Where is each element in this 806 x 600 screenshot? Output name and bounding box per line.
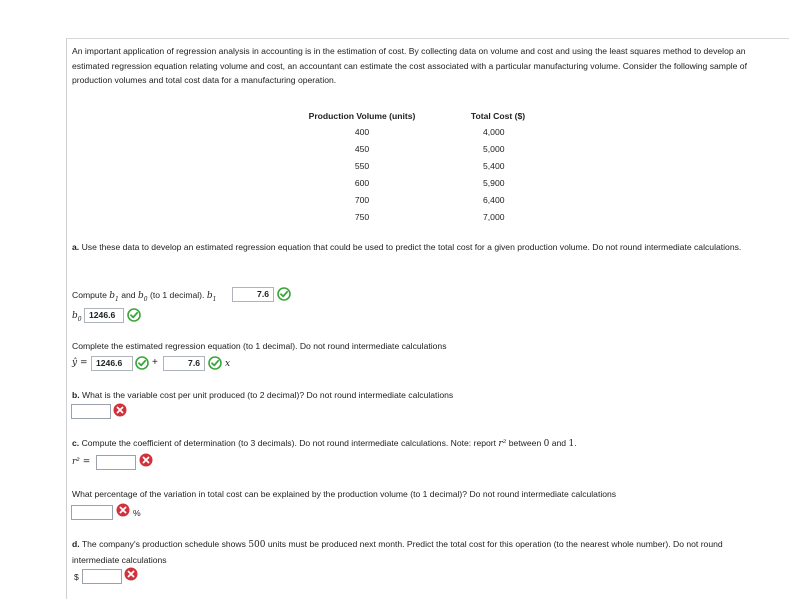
b1-symbol: b <box>109 291 116 301</box>
part-c-question <box>72 438 577 449</box>
period: . <box>574 438 577 448</box>
cost-cell: 6,400 <box>483 194 505 205</box>
variable-cost-incorrect-x-icon <box>113 403 127 417</box>
r2-incorrect-x-icon <box>139 453 153 467</box>
part-b-text: What is the variable cost per unit produced (to 2 decimal)? Do not round intermediate calculations <box>82 390 454 400</box>
table-row <box>296 140 568 157</box>
part-d-prefix: d. <box>72 539 80 549</box>
plus-sign: + <box>152 357 158 368</box>
part-a-text: Use these data to develop an estimated regression equation that could be used to predict the total cost for a given production volume. Do not round intermediate calculations. <box>81 242 742 252</box>
b1-sub-2: 1 <box>212 295 217 303</box>
and-word-c: and <box>551 438 567 448</box>
part-a-question <box>72 240 762 255</box>
table-row <box>296 157 568 174</box>
table-row <box>296 123 568 140</box>
r2-label: r² = <box>72 457 91 467</box>
part-d-question <box>72 537 762 567</box>
r2-symbol: r² <box>498 439 507 449</box>
b1-correct-check-icon <box>277 287 291 301</box>
total-cost-incorrect-x-icon <box>124 567 138 581</box>
part-c-text: Compute the coefficient of determination (to 3 decimals). Do not round intermediate calculations. Note: report <box>81 438 497 448</box>
b0-symbol: b <box>137 291 144 301</box>
units-number: 500 <box>248 540 266 550</box>
part-b-question <box>72 390 453 400</box>
b0-label-sub: 0 <box>77 315 82 323</box>
percent-sign: % <box>133 508 141 518</box>
cost-cell: 7,000 <box>483 211 505 222</box>
volume-cell: 450 <box>354 143 370 154</box>
cost-cell: 4,000 <box>483 126 505 137</box>
b0-label <box>72 311 82 323</box>
percent-question: What percentage of the variation in total cost can be explained by the production volume (to 1 decimal)? Do not round intermediate calculations <box>72 489 617 499</box>
header-production-volume: Production Volume (units) <box>308 111 416 121</box>
part-c-prefix: c. <box>72 438 80 448</box>
and-word: and <box>121 290 136 300</box>
slope-correct-check-icon <box>208 356 222 370</box>
percent-incorrect-x-icon <box>116 503 130 517</box>
b0-input[interactable]: 1246.6 <box>84 308 124 323</box>
equation-intercept-input[interactable]: 1246.6 <box>91 356 133 371</box>
intro-text: An important application of regression analysis in accounting is in the estimation of cost. By collecting data on volume and cost and using the least squares method to develop an estimated regression equation relating volume and cost, an accountant can estimate the cost associated with a particular manufacturing volume. Consider the following sample of production volumes and total cost data for a manufacturing operation. <box>72 46 747 85</box>
volume-cell: 400 <box>354 126 370 137</box>
b0-correct-check-icon <box>127 308 141 322</box>
percent-input[interactable] <box>71 505 113 520</box>
table-row <box>296 208 568 225</box>
dollar-sign: $ <box>74 572 79 582</box>
part-d-text-start: The company's production schedule shows <box>81 539 246 549</box>
data-table <box>296 109 568 225</box>
compute-b1-b0-label <box>72 290 216 303</box>
table-row <box>296 191 568 208</box>
table-row <box>296 174 568 191</box>
part-a-prefix: a. <box>72 242 80 252</box>
b1-sub: 1 <box>115 295 119 303</box>
part-d-text-end: units must be produced next month. Predict the total cost for this operation (to the nearest whole number). Do not round intermediate calculations <box>72 539 723 565</box>
yhat-symbol: ŷ <box>72 358 78 368</box>
yhat-equals <box>72 358 88 368</box>
volume-cell: 550 <box>354 160 370 171</box>
equation-prompt: Complete the estimated regression equation (to 1 decimal). Do not round intermediate calculations <box>72 341 447 351</box>
cost-cell: 5,900 <box>483 177 505 188</box>
x-variable: x <box>225 359 231 369</box>
b1-symbol-2: b <box>206 291 213 301</box>
variable-cost-input[interactable] <box>71 404 111 419</box>
cost-cell: 5,000 <box>483 143 505 154</box>
intercept-correct-check-icon <box>135 356 149 370</box>
total-cost-input[interactable] <box>82 569 122 584</box>
header-total-cost: Total Cost ($) <box>470 111 526 121</box>
volume-cell: 600 <box>354 177 370 188</box>
b0-sub: 0 <box>143 295 148 303</box>
equation-slope-input[interactable]: 7.6 <box>163 356 205 371</box>
zero-value: 0 <box>543 439 550 449</box>
b1-input[interactable]: 7.6 <box>232 287 274 302</box>
volume-cell: 750 <box>354 211 370 222</box>
cost-cell: 5,400 <box>483 160 505 171</box>
between-word: between <box>508 438 542 448</box>
volume-cell: 700 <box>354 194 370 205</box>
part-b-prefix: b. <box>72 390 80 400</box>
b0-label-symbol: b <box>72 311 78 321</box>
one-value: 1 <box>568 439 575 449</box>
r2-input[interactable] <box>96 455 136 470</box>
compute-tail: (to 1 decimal). <box>149 290 205 300</box>
equals-sign: = <box>79 358 88 368</box>
compute-word: Compute <box>72 290 107 300</box>
